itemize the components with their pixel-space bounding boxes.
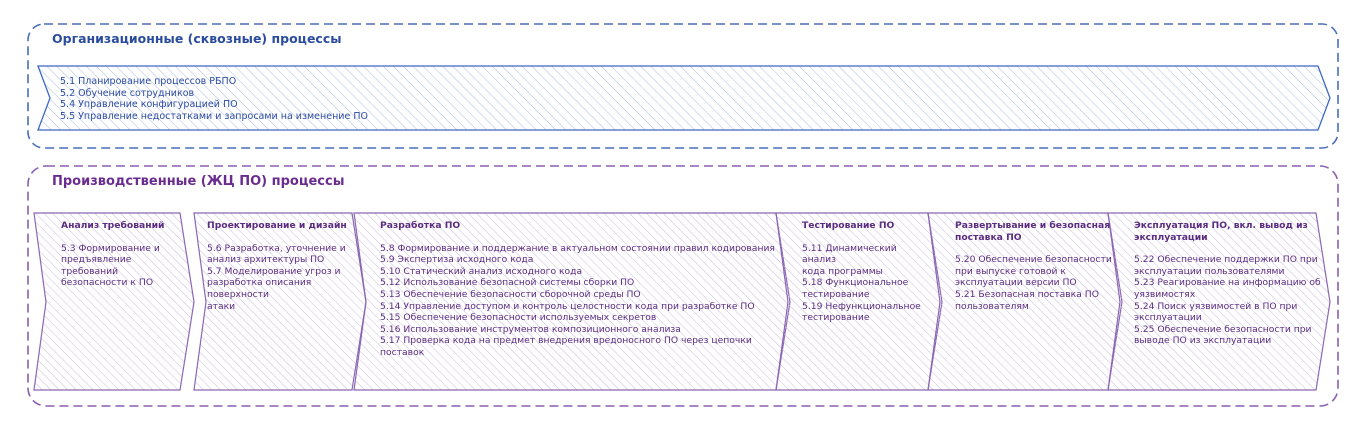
org-process-item: 5.5 Управление недостатками и запросами на изменение ПО xyxy=(60,110,368,122)
stage-item: 5.8 Формирование и поддержание в актуальном состоянии правил кодирования xyxy=(380,242,775,254)
org-process-item: 5.4 Управление конфигурацией ПО xyxy=(60,99,238,110)
stage-item: при выпуске готовой к xyxy=(955,265,1066,277)
org-process-item: 5.2 Обучение сотрудников xyxy=(60,87,195,99)
stage-item: уязвимостях xyxy=(1134,288,1196,300)
stage-item: 5.15 Обеспечение безопасности используемых секретов xyxy=(380,312,657,324)
stage-item: 5.12 Использование безопасной системы сборки ПО xyxy=(380,277,635,289)
stage-item: 5.13 Обеспечение безопасности сборочной среды ПО xyxy=(380,288,641,300)
stage-item: тестирование xyxy=(802,288,870,300)
stage-item: 5.22 Обеспечение поддержки ПО при xyxy=(1134,254,1318,266)
stage-header: Развертывание и безопасная поставка ПО xyxy=(955,220,1111,243)
stage-item: 5.3 Формирование и xyxy=(61,242,160,254)
stage-item: 5.7 Моделирование угроз и xyxy=(207,265,341,277)
stage-design xyxy=(207,220,367,312)
stage-item: атаки xyxy=(207,300,236,312)
stage-item: предъявление требований xyxy=(61,254,132,277)
stage-item: 5.21 Безопасная поставка ПО xyxy=(955,288,1099,300)
stage-item: 5.11 Динамический анализ xyxy=(802,242,897,266)
stage-item: 5.18 Функциональное xyxy=(802,277,909,289)
stage-item: 5.19 Нефункциональное xyxy=(802,300,921,312)
org-process-item: 5.1 Планирование процессов РБПО xyxy=(60,76,237,87)
stage-requirements xyxy=(61,220,191,289)
stage-item: эксплуатации версии ПО xyxy=(955,277,1077,289)
stage-item: безопасности к ПО xyxy=(61,277,154,289)
stage-item: 5.20 Обеспечение безопасности xyxy=(955,254,1112,266)
stage-item: пользователям xyxy=(955,300,1029,312)
stage-item: 5.25 Обеспечение безопасности при xyxy=(1134,323,1312,335)
stage-item: 5.23 Реагирование на информацию об xyxy=(1134,277,1321,289)
stage-item: 5.24 Поиск уязвимостей в ПО при xyxy=(1134,300,1298,312)
stage-item: 5.14 Управление доступом и контроль целостности кода при разработке ПО xyxy=(380,300,755,312)
stage-operation xyxy=(1134,220,1324,347)
stage-item: 5.10 Статический анализ исходного кода xyxy=(380,265,583,277)
stage-header: Анализ требований xyxy=(61,220,165,231)
stage-item: анализ архитектуры ПО xyxy=(207,254,325,266)
stage-testing xyxy=(802,220,932,324)
stage-item: 5.9 Экспертиза исходного кода xyxy=(380,254,534,266)
stage-item: эксплуатации xyxy=(1134,312,1202,324)
stage-item: кода программы xyxy=(802,265,883,277)
prod-processes-title: Производственные (ЖЦ ПО) процессы xyxy=(52,174,345,189)
stage-item: 5.6 Разработка, уточнение и xyxy=(207,242,346,254)
stage-development xyxy=(380,220,780,359)
org-process-list xyxy=(60,76,368,122)
stage-header: Разработка ПО xyxy=(380,220,461,231)
stage-header: Эксплуатация ПО, вкл. вывод из эксплуатации xyxy=(1134,220,1308,243)
stage-header: Проектирование и дизайн xyxy=(207,220,347,231)
stage-item: тестирование xyxy=(802,312,870,324)
stage-header: Тестирование ПО xyxy=(802,220,895,231)
stage-item: разработка описания поверхности xyxy=(207,277,312,300)
stage-item: эксплуатации пользователями xyxy=(1134,265,1285,277)
stage-item: 5.16 Использование инструментов композиционного анализа xyxy=(380,323,681,335)
stage-item: выводе ПО из эксплуатации xyxy=(1134,335,1272,347)
stage-deployment xyxy=(955,220,1115,312)
stage-item: 5.17 Проверка кода на предмет внедрения вредоносного ПО через цепочки поставок xyxy=(380,335,752,358)
org-processes-title: Организационные (сквозные) процессы xyxy=(52,31,342,46)
